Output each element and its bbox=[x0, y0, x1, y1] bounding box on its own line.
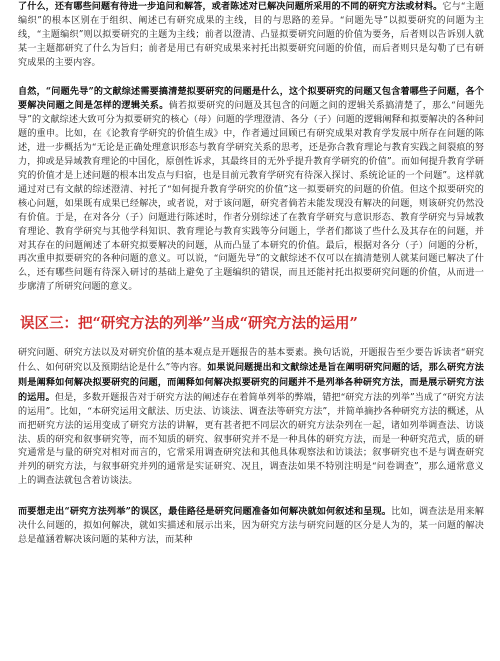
section-heading-misconception-3: 误区三：把“研究方法的列举”当成“研究方法的运用” bbox=[20, 315, 358, 333]
paragraph-solution-bold: 而要想走出“研究方法列举”的误区，最佳路径是研究问题准备如何解决就如何叙述和呈现。 bbox=[18, 506, 392, 518]
paragraph-problem-first bbox=[18, 85, 484, 296]
paragraph-intro-bold: 了什么，还有哪些问题有待进一步追问和解答，或者陈述对已解决问题所采用的不同的研究方法或材料。 bbox=[18, 1, 443, 12]
paragraph-methods-text-a: 研究问题、研究方法以及对研究价值的基本观点是开题报告的基本要素。换句话说，开题报告至少要告诉读者“研究什么、如何研究以及预期结论是什么”等内容。 bbox=[18, 348, 484, 374]
paragraph-methods-bold: 如果说问题提出和文献综述是旨在阐明研究问题的话，那么研究方法则是阐释如何解决拟要研究的问题，而阐释如何解决拟要研究的问题并不是列举各种研究方法，而是展示研究方法的运用。 bbox=[18, 362, 484, 403]
paragraph-problem-first-text: 倘若拟要研究的问题及其包含的问题之间的逻辑关系搞清楚了，那么“问题先导”的文献综述大致可分为拟要研究的核心（母）问题的学理澄清、各分（子）问题的逻辑阐释和拟要解决的各种问题的重申。比如，在《论教育学研究的价值生成》中，作者通过回顾已有研究成果对教育学发展中所存在问题的陈述，进一步概括为“无论是正确处理意识形态与教育学研究关系的思考，还是弥合教育理论与教育实践之间裂痕的努力，抑或是异域教育理论的中国化，原创性诉求，其最终目的无外乎提升教育学研究的价值”。而如何提升教育学研究的价值才是上述问题的根本出发点与归宿，也是目前元教育学研究有待深入探讨、系统论证的一个问题”。这样就通过对已有文献的综述澄清、衬托了“如何提升教育学研究的价值”这一拟要研究的问题的价值。但这个拟要研究的核心问题，如果既有成果已经解决，或者说，对于该问题，研究者倘若未能发现没有解决的问题，则该研究仍然没有价值。于是，在对各分（子）问题进行陈述时，作者分别综述了在教育学研究与意识形态、教育学研究与异域教育理论、教育学研究与其他学科知识、教育理论与教育实践等分问题上，学者们都谈了些什么及其存在的问题，并对其存在的问题阐述了本研究拟要解决的问题，从而凸显了本研究的价值。最后，根据对各分（子）问题的分析，再次重申拟要研究的各种问题的意义。可以说，“问题先导”的文献综述不仅可以在搞清楚别人就某问题已解决了什么，还有哪些问题有待深入研讨的基础上避免了主题编织的错误，而且还能衬托出拟要研究问题的价值，从而进一步廓清了所研究问题的意义。 bbox=[18, 101, 484, 293]
paragraph-intro bbox=[18, 0, 484, 71]
paragraph-intro-text: 它与“主题编织”的根本区别在于组织、阐述已有研究成果的主线，目的与思路的差异。“问题先导”以拟要研究的问题为主线，“主题编织”则以拟要研究的主题为主线；前者以澄清、凸显拟要研究问题的价值为要务，后者则以告诉别人就某一主题都研究了什么为旨归；前者是用已有研究成果来衬托出拟要研究问题的价值，而后者则只是勾勒了已有研究成果的主要内容。 bbox=[18, 2, 484, 68]
paragraph-methods bbox=[18, 347, 484, 489]
paragraph-solution bbox=[18, 505, 484, 548]
paragraph-problem-first-bold: 自然，“问题先导”的文献综述需要搞清楚拟要研究的问题是什么，这个拟要研究的问题又包含着哪些子问题，各个要解决问题之间是怎样的逻辑关系。 bbox=[18, 85, 484, 112]
paragraph-methods-text-b: 但是，多数开题报告对于研究方法的阐述存在着简单列举的弊端，错把“研究方法的列举”当成了“研究方法的运用”。比如，“本研究运用文献法、历史法、访谈法、调查法等研究方法”，并简单摘抄各种研究方法的概述，从而把研究方法的运用变成了研究方法的讲解，更有甚者把不同层次的研究方法杂列在一起，诸如列举调查法、访谈法、质的研究和叙事研究等，而不知质的研究、叙事研究并不是一种具体的研究方法，而是一种研究范式，质的研究通常是与量的研究对相对而言的，它常采用调查研究法和其他具体观察法和访谈法；叙事研究也不是与调查研究并列的研究方法，与叙事研究并列的通常是实证研究、况且，调查法如果不特别注明是“问卷调查”，那么通常意义上的调查法就包含着访谈法。 bbox=[18, 392, 484, 487]
paragraph-solution-text: 比如，调查法是用来解决什么问题的，拟如何解决，就如实描述和展示出来，因为研究方法与研究问题的区分是人为的，某一问题的解决总是蕴涵着解决该问题的某种方法，而某种 bbox=[18, 507, 484, 545]
